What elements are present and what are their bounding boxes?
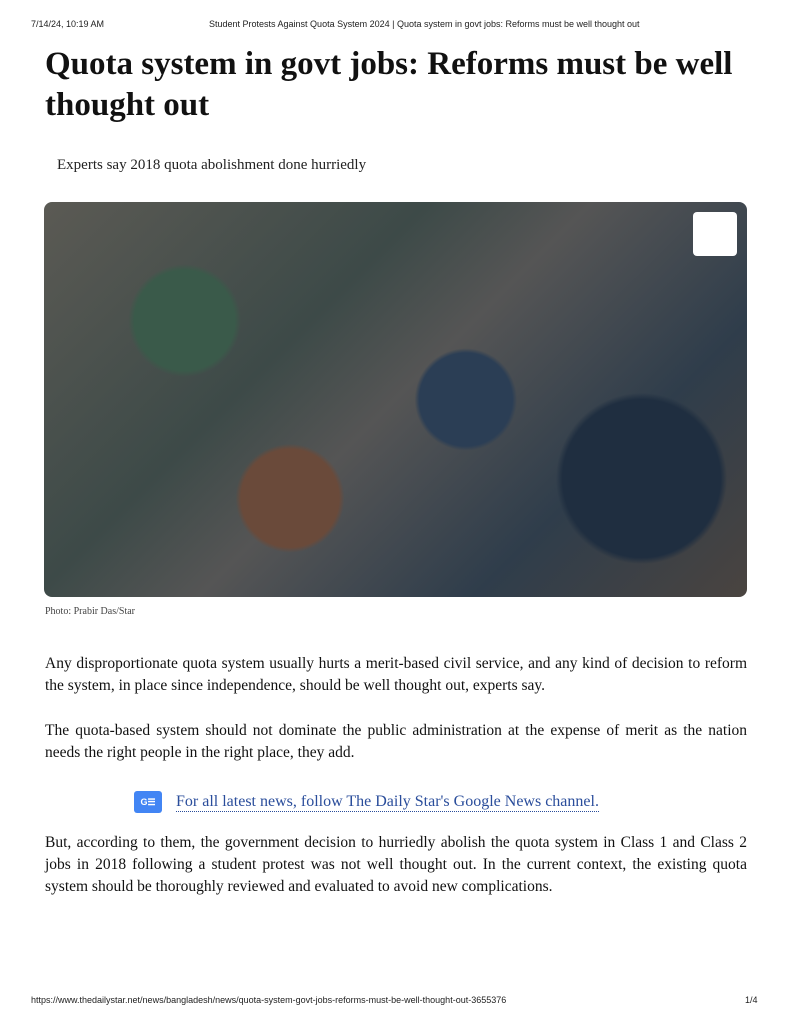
print-datetime: 7/14/24, 10:19 AM xyxy=(31,19,105,29)
paragraph-1: Any disproportionate quota system usually hurts a merit-based civil service, and any kind of decision to reform the system, in place since independence, should be well thought out, experts say. xyxy=(45,655,747,694)
article-photo xyxy=(44,202,747,597)
photo-caption: Photo: Prabir Das/Star xyxy=(45,606,135,617)
google-news-promo xyxy=(134,791,599,813)
google-news-link[interactable]: For all latest news, follow The Daily Star's Google News channel. xyxy=(176,792,599,810)
google-news-icon: G☰ xyxy=(134,791,162,813)
page-number: 1/4 xyxy=(745,995,758,1005)
photo-overlay-box xyxy=(693,212,737,256)
paragraph-3: But, according to them, the government decision to hurriedly abolish the quota system in Class 1 and Class 2 jobs in 2018 following a student protest was not well thought out. In the current context, the existing quota system should be thoroughly reviewed and evaluated to avoid new complications. xyxy=(45,834,747,895)
paragraph-2: The quota-based system should not dominate the public administration at the expense of merit as the nation needs the right people in the right place, they add. xyxy=(45,722,747,761)
print-url: https://www.thedailystar.net/news/bangladesh/news/quota-system-govt-jobs-reforms-must-be-well-thought-out-3655376 xyxy=(31,995,507,1005)
article-title: Quota system in govt jobs: Reforms must be well thought out xyxy=(45,46,733,123)
article-subtitle: Experts say 2018 quota abolishment done hurriedly xyxy=(57,157,367,173)
print-page-title: Student Protests Against Quota System 2024 | Quota system in govt jobs: Reforms must be well thought out xyxy=(209,19,640,29)
